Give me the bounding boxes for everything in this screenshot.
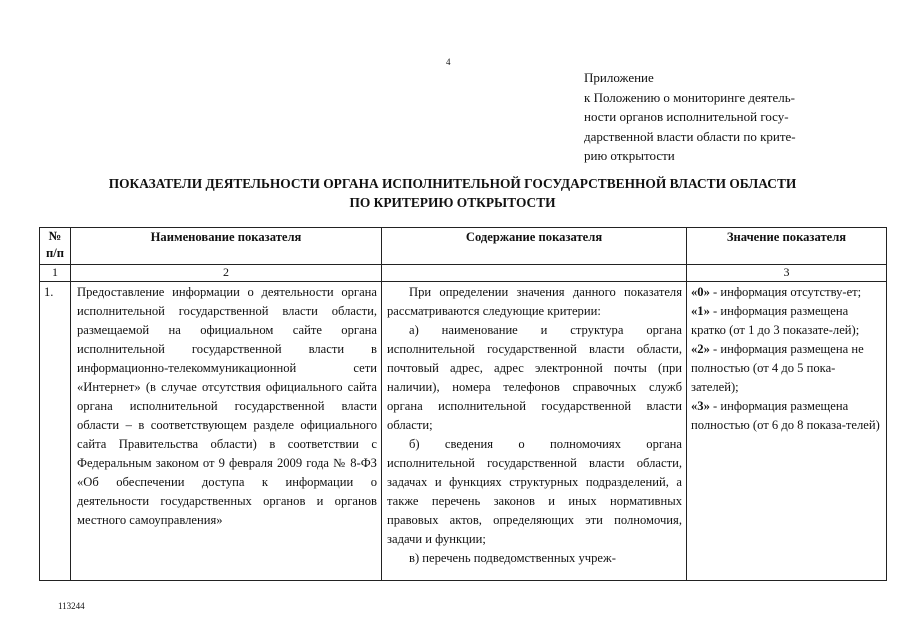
header-content: Содержание показателя bbox=[382, 228, 687, 265]
content-paragraph: б) сведения о полномочиях органа исполнительной государственной власти области, задачах и функциях структурных подразделений, а также перечень законов и иных нормативных правовых актов, определяющих эти полномочия, задачи и функции; bbox=[387, 437, 682, 546]
value-code: «2» bbox=[691, 342, 710, 356]
indicators-table bbox=[39, 227, 887, 581]
column-number-row bbox=[40, 265, 887, 282]
column-number: 2 bbox=[71, 265, 382, 282]
indicator-values bbox=[687, 282, 887, 581]
content-paragraph: в) перечень подведомственных учреж- bbox=[409, 551, 616, 565]
value-text: - информация размещена не полностью (от 4 до 5 пока-зателей); bbox=[691, 342, 864, 394]
header-value: Значение показателя bbox=[687, 228, 887, 265]
header-number-line1: № bbox=[48, 229, 62, 243]
appendix-line: к Положению о мониторинге деятель- bbox=[584, 89, 795, 105]
value-code: «3» bbox=[691, 399, 710, 413]
appendix-note bbox=[584, 68, 854, 166]
header-name: Наименование показателя bbox=[71, 228, 382, 265]
row-number: 1. bbox=[40, 282, 71, 581]
indicator-content bbox=[382, 282, 687, 581]
value-item bbox=[691, 283, 882, 302]
appendix-line: рию открытости bbox=[584, 148, 675, 164]
value-text: - информация размещена полностью (от 6 до 8 показа-телей) bbox=[691, 399, 880, 432]
value-code: «1» bbox=[691, 304, 710, 318]
header-number bbox=[40, 228, 71, 265]
table-row bbox=[40, 282, 887, 581]
value-text: - информация размещена кратко (от 1 до 3 показате-лей); bbox=[691, 304, 860, 337]
value-item bbox=[691, 340, 882, 397]
appendix-line: дарственной власти области по крите- bbox=[584, 128, 796, 144]
appendix-line: ности органов исполнительной госу- bbox=[584, 109, 789, 125]
value-item bbox=[691, 302, 882, 340]
column-number: 1 bbox=[40, 265, 71, 282]
footer-code: 113244 bbox=[58, 601, 85, 611]
appendix-line: Приложение bbox=[584, 70, 654, 85]
title-line-2: ПО КРИТЕРИЮ ОТКРЫТОСТИ bbox=[349, 195, 556, 210]
value-text: - информация отсутству-ет; bbox=[709, 285, 862, 299]
column-number: 3 bbox=[687, 265, 887, 282]
table-header-row bbox=[40, 228, 887, 265]
page-number: 4 bbox=[446, 57, 451, 67]
column-number bbox=[382, 265, 687, 282]
value-item bbox=[691, 397, 882, 435]
document-title bbox=[40, 174, 865, 212]
content-paragraph: а) наименование и структура органа исполнительной государственной власти области, почтовый адрес, адрес электронной почты (при наличии), номера телефонов справочных служб органа исполнительной государственной власти области; bbox=[387, 323, 682, 432]
title-line-1: ПОКАЗАТЕЛИ ДЕЯТЕЛЬНОСТИ ОРГАНА ИСПОЛНИТЕЛЬНОЙ ГОСУДАРСТВЕННОЙ ВЛАСТИ ОБЛАСТИ bbox=[108, 176, 797, 191]
indicator-name: Предоставление информации о деятельности органа исполнительной государственной власти области, размещаемой на официальном сайте органа исполнительной государственной власти в информационно-телекоммуникационной сети «Интернет» (в случае отсутствия официального сайта органа исполнительной государственной власти области – в соответствующем разделе официального сайта Правительства области) в соответствии с Федеральным законом от 9 февраля 2009 года № 8-ФЗ «Об обеспечении доступа к информации о деятельности государственных органов и органов местного самоуправления» bbox=[71, 282, 382, 581]
header-number-line2: п/п bbox=[45, 246, 64, 260]
content-paragraph: При определении значения данного показателя рассматриваются следующие критерии: bbox=[387, 285, 682, 318]
value-code: «0» bbox=[691, 285, 710, 299]
